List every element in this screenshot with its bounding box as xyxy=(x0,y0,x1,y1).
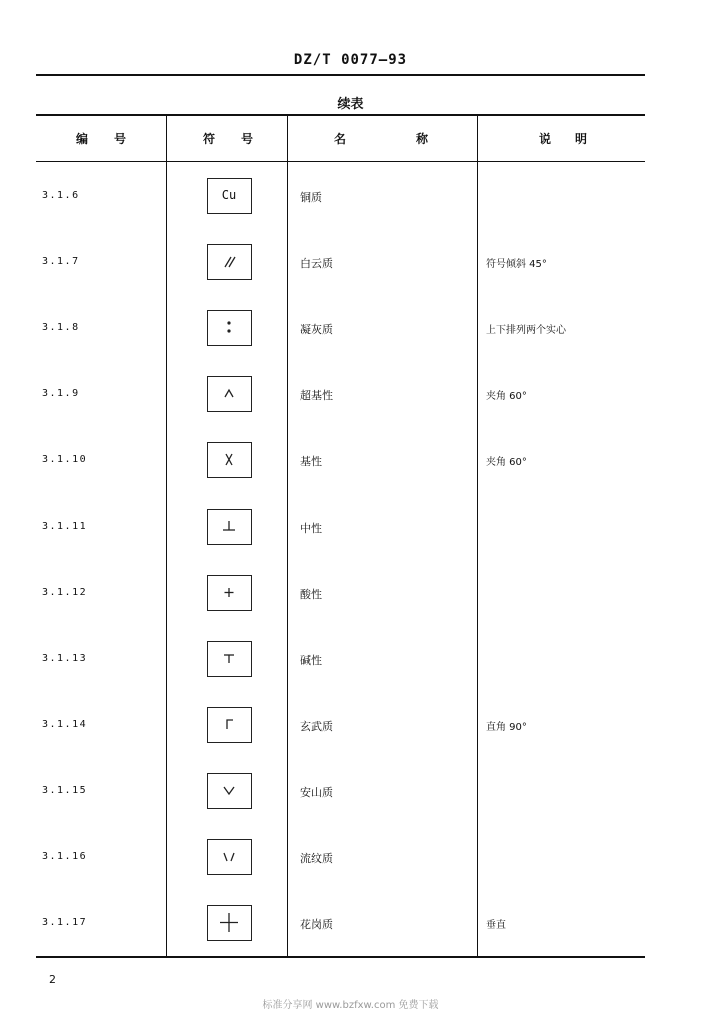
double-slash-icon xyxy=(207,244,252,280)
table-row xyxy=(0,574,701,614)
watermark: 标准分享网 www.bzfxw.com 免费下载 xyxy=(262,1000,439,1011)
cross-x-icon xyxy=(207,442,252,478)
page-number: 2 xyxy=(49,973,56,986)
row-code: 3.1.15 xyxy=(42,785,88,796)
table-bottom-rule xyxy=(36,956,645,958)
table-row xyxy=(0,508,701,548)
row-name: 花岗质 xyxy=(300,918,333,931)
row-code: 3.1.11 xyxy=(42,521,88,532)
row-code: 3.1.16 xyxy=(42,851,88,862)
table-row xyxy=(0,243,701,283)
row-name: 铜质 xyxy=(300,191,322,204)
row-name: 超基性 xyxy=(300,389,333,402)
table-row xyxy=(0,309,701,349)
row-name: 碱性 xyxy=(300,654,322,667)
row-note: 符号倾斜 45° xyxy=(486,259,547,270)
standard-code: DZ/T 0077—93 xyxy=(293,52,408,68)
copper-symbol-icon: Cu xyxy=(207,178,252,214)
row-note: 上下排列两个实心 xyxy=(486,325,566,336)
table-title: 续表 xyxy=(337,97,364,112)
row-name: 白云质 xyxy=(300,257,333,270)
column-header-code: 编 号 xyxy=(76,132,127,146)
header-bottom-rule xyxy=(36,161,645,162)
table-row xyxy=(0,706,701,746)
row-code: 3.1.10 xyxy=(42,454,88,465)
open-v-icon xyxy=(207,839,252,875)
row-code: 3.1.9 xyxy=(42,388,80,399)
row-name: 中性 xyxy=(300,522,322,535)
row-code: 3.1.6 xyxy=(42,190,80,201)
row-name: 基性 xyxy=(300,455,322,468)
row-code: 3.1.14 xyxy=(42,719,88,730)
perpendicular-icon xyxy=(207,509,252,545)
row-name: 凝灰质 xyxy=(300,323,333,336)
row-name: 酸性 xyxy=(300,588,322,601)
tee-icon xyxy=(207,641,252,677)
table-row xyxy=(0,904,701,944)
row-code: 3.1.12 xyxy=(42,587,88,598)
top-rule xyxy=(36,74,645,76)
row-code: 3.1.13 xyxy=(42,653,88,664)
table-row xyxy=(0,375,701,415)
row-note: 直角 90° xyxy=(486,722,527,733)
table-top-rule xyxy=(36,114,645,116)
column-header-symbol: 符 号 xyxy=(203,132,254,146)
row-code: 3.1.8 xyxy=(42,322,80,333)
row-note: 夹角 60° xyxy=(486,457,527,468)
table-row xyxy=(0,838,701,878)
large-plus-icon xyxy=(207,905,252,941)
plus-icon xyxy=(207,575,252,611)
two-dots-vertical-icon xyxy=(207,310,252,346)
table-row xyxy=(0,640,701,680)
row-code: 3.1.17 xyxy=(42,917,88,928)
row-name: 玄武质 xyxy=(300,720,333,733)
row-name: 流纹质 xyxy=(300,852,333,865)
column-header-name: 名 称 xyxy=(334,132,429,146)
row-name: 安山质 xyxy=(300,786,333,799)
row-note: 垂直 xyxy=(486,920,506,931)
caret-up-icon xyxy=(207,376,252,412)
column-header-note: 说 明 xyxy=(539,132,588,146)
row-code: 3.1.7 xyxy=(42,256,80,267)
table-row xyxy=(0,772,701,812)
table-row xyxy=(0,177,701,217)
chevron-down-icon xyxy=(207,773,252,809)
right-angle-icon xyxy=(207,707,252,743)
row-note: 夹角 60° xyxy=(486,391,527,402)
table-row xyxy=(0,441,701,481)
